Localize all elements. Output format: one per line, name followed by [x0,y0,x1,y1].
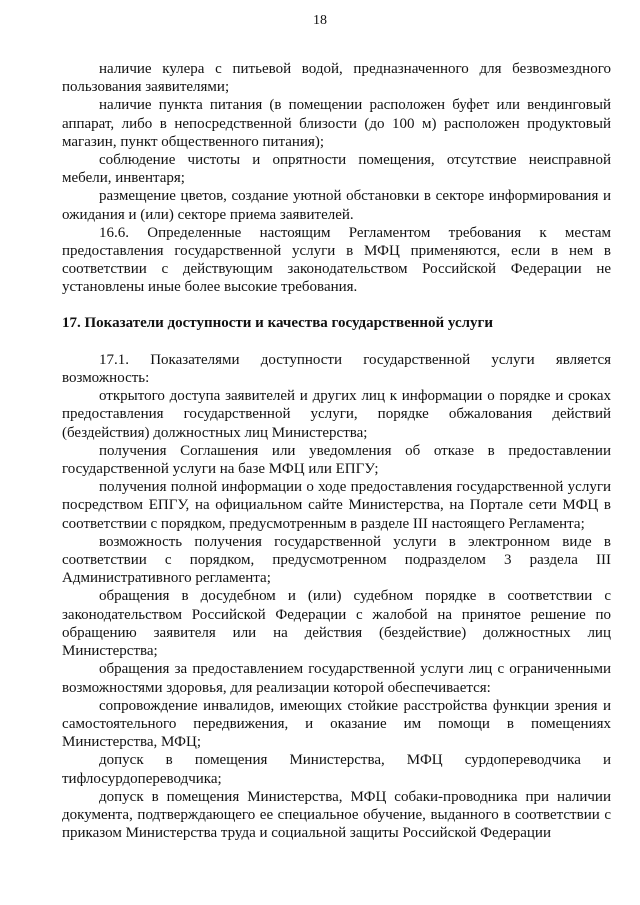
paragraph: получения полной информации о ходе предоставления государственной услуги посредством ЕПГУ, на официальном сайте Министерства, на Портале сети МФЦ в соответствии с порядком, предусмотренным в разделе III настоящего Регламента; [62,479,611,532]
document-body [62,60,611,842]
paragraph: наличие кулера с питьевой водой, предназначенного для безвозмездного пользования заявителями; [62,61,611,96]
paragraph: возможность получения государственной услуги в электронном виде в соответствии с порядком, предусмотренном подразделом 3 раздела III Административного регламента; [62,533,611,587]
paragraph-16-6: 16.6. Определенные настоящим Регламентом требования к местам предоставления государственной услуги в МФЦ применяются, если в нем в соответствии с действующим законодательством Российской Федерации не установлены иные более высокие требования. [62,224,611,296]
section-heading: 17. Показатели доступности и качества государственной услуги [62,314,493,331]
paragraph: получения Соглашения или уведомления об отказе в предоставлении государственной услуги на базе МФЦ или ЕПГУ; [62,442,611,478]
paragraph: допуск в помещения Министерства, МФЦ собаки-проводника при наличии документа, подтверждающего ее специальное обучение, выданного в соответствии с приказом Министерства труда и социальной защиты Российской Федерации [62,788,611,842]
paragraph: сопровождение инвалидов, имеющих стойкие расстройства функции зрения и самостоятельного передвижения, и оказание им помощи в помещениях Министерства, МФЦ; [62,697,611,751]
paragraph: открытого доступа заявителей и других лиц к информации о порядке и сроках предоставления государственной услуги, порядке обжалования действий (бездействия) должностных лиц Министерства; [62,388,611,441]
paragraph: наличие пункта питания (в помещении расположен буфет или вендинговый аппарат, либо в непосредственной близости (до 100 м) расположен продуктовый магазин, пункт общественного питания); [62,97,611,150]
paragraph: обращения в досудебном и (или) судебном порядке в соответствии с законодательством Российской Федерации с жалобой на принятое решение по обращению заявителя или на действия (бездействие) должностных лиц Министерства; [62,588,611,660]
paragraph: соблюдение чистоты и опрятности помещения, отсутствие неисправной мебели, инвентаря; [62,152,611,187]
paragraph: размещение цветов, создание уютной обстановки в секторе информирования и ожидания и (или) секторе приема заявителей. [62,188,611,223]
paragraph-17-1: 17.1. Показателями доступности государственной услуги является возможность: [62,351,611,387]
paragraph: обращения за предоставлением государственной услуги лиц с ограниченными возможностями здоровья, для реализации которой обеспечивается: [62,661,611,696]
page-number: 18 [313,13,327,28]
paragraph: допуск в помещения Министерства, МФЦ сурдопереводчика и тифлосурдопереводчика; [62,752,611,787]
